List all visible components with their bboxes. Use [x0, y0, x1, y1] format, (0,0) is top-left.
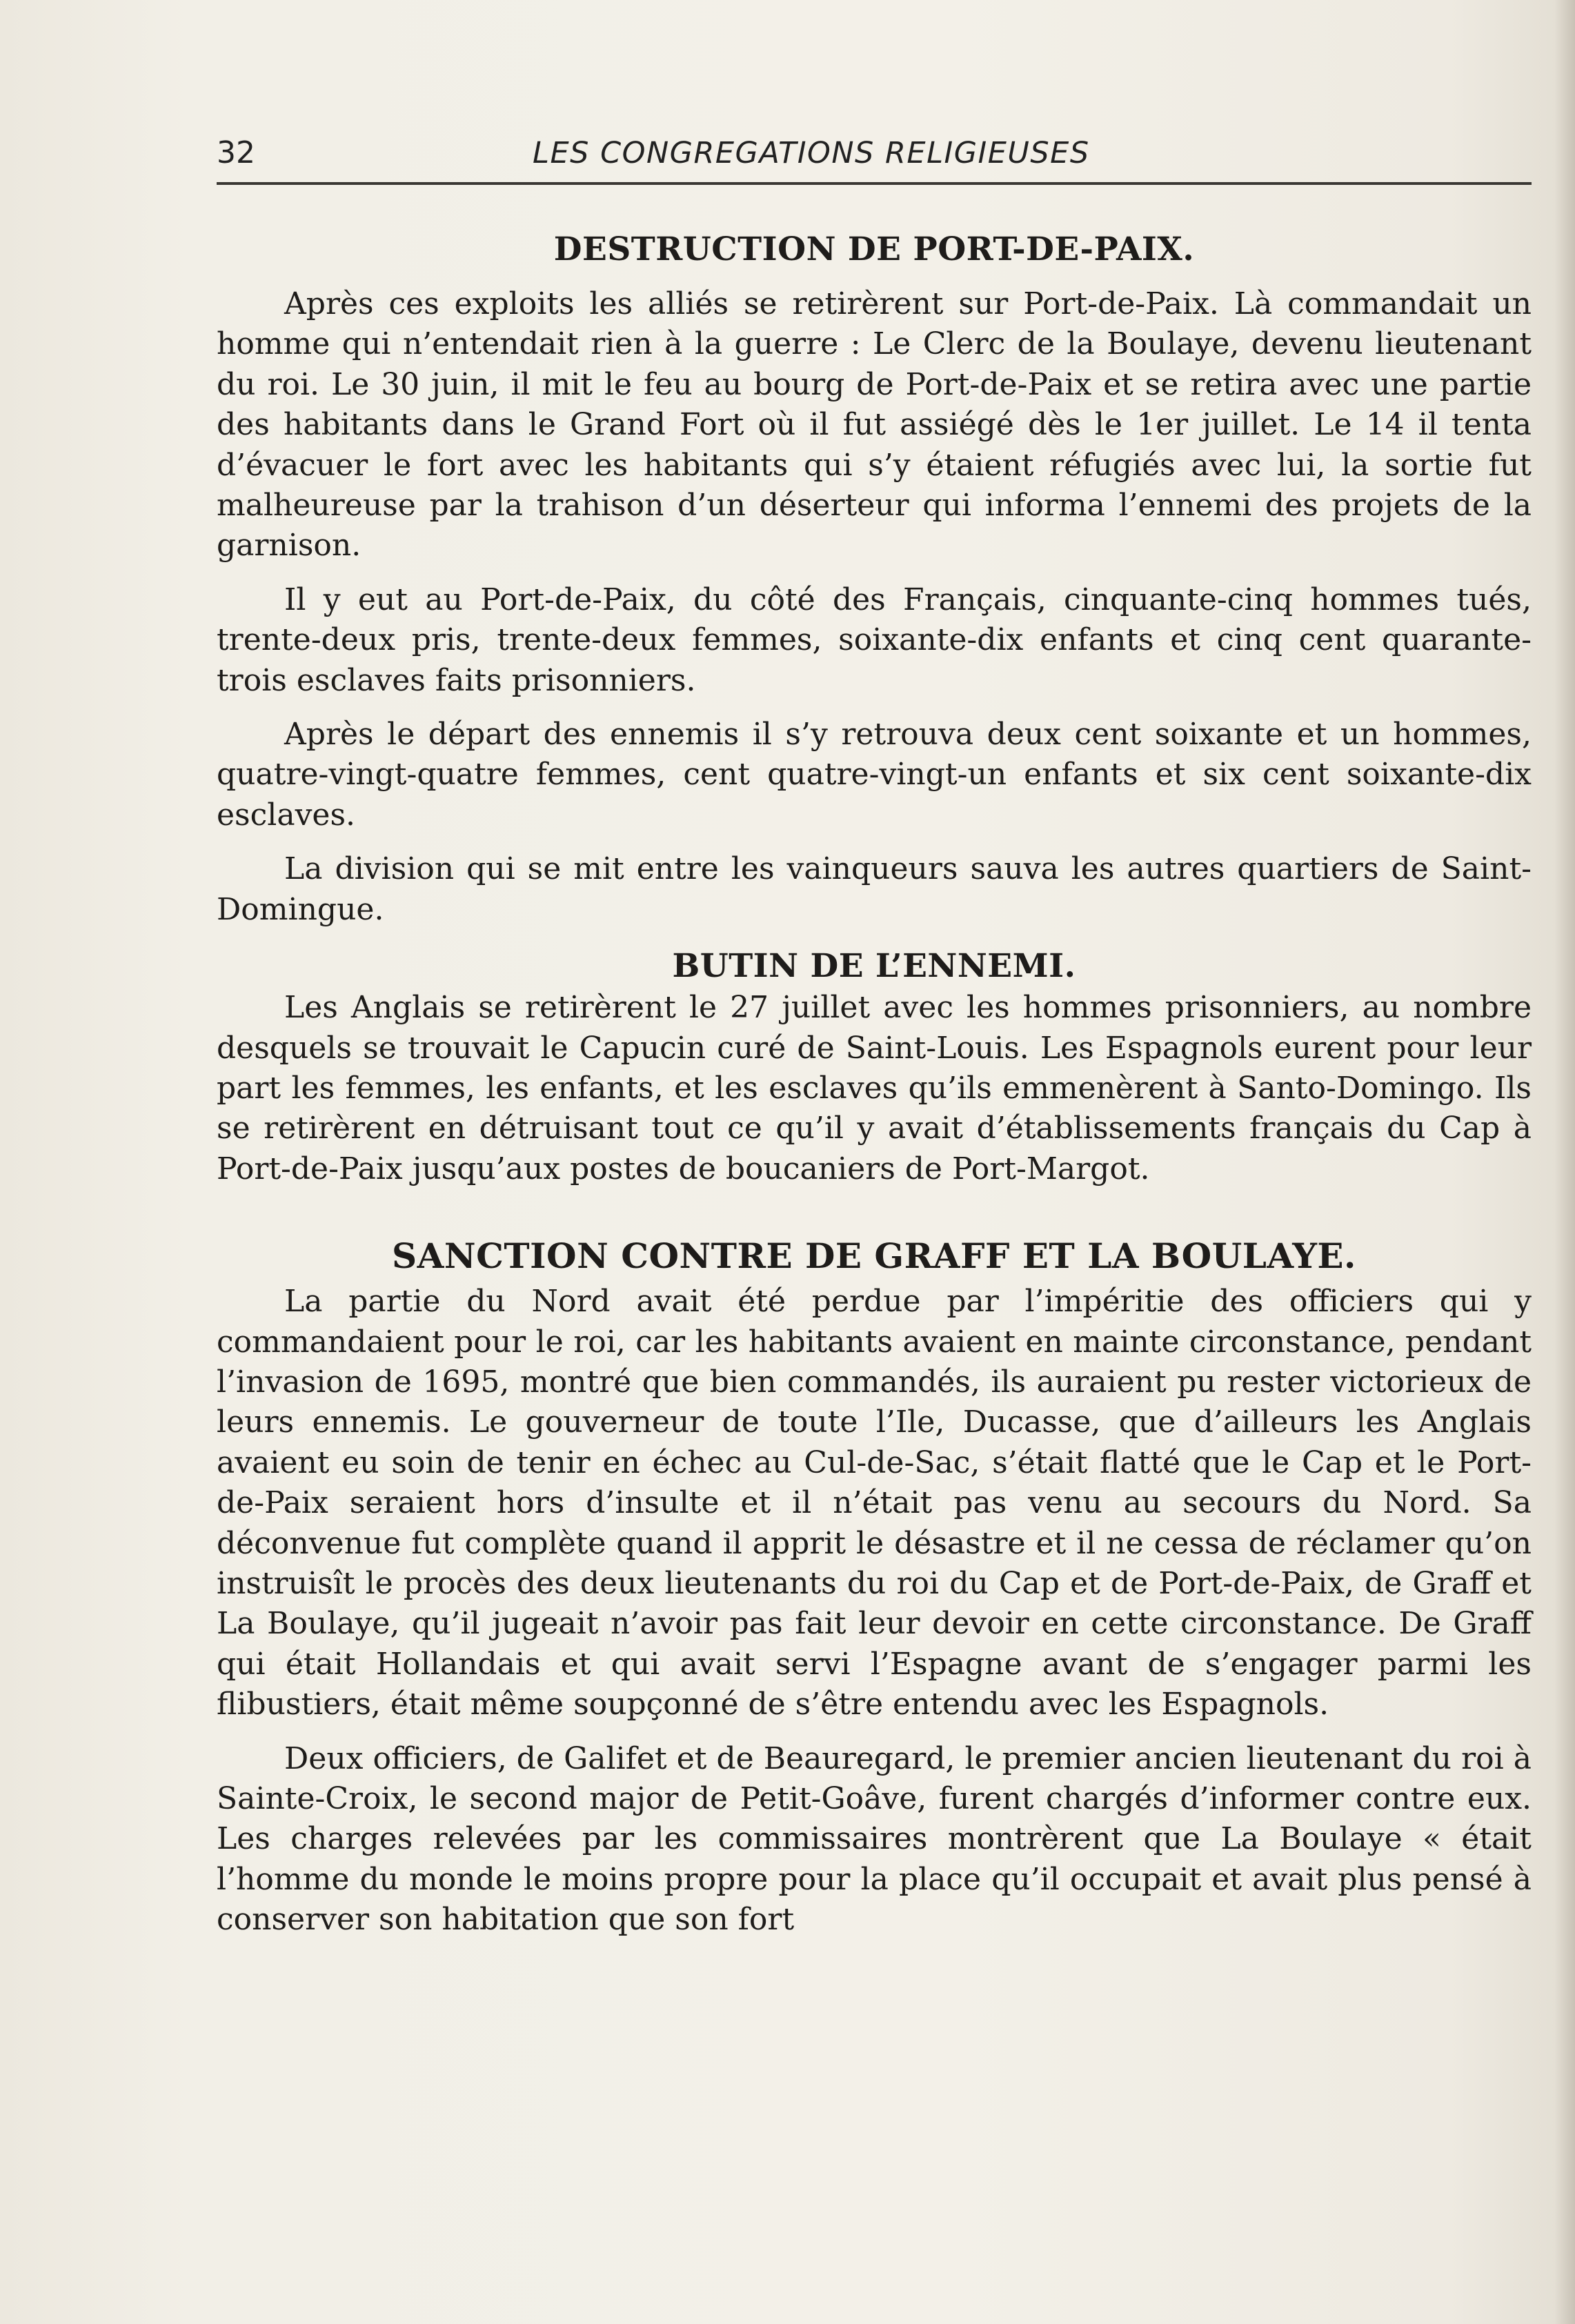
- header-rule: [217, 182, 1532, 185]
- section-heading-destruction: DESTRUCTION DE PORT-DE-PAIX.: [553, 230, 1195, 268]
- page-number: 32: [217, 135, 255, 170]
- paragraph: Après le départ des ennemis il s’y retrouva deux cent soixante et un hommes, quatre-vingt-quatre femmes, cent quatre-vingt-un enfants et six cent soixante-dix esclaves.: [217, 717, 1532, 833]
- paragraph: La division qui se mit entre les vainqueurs sauva les autres quartiers de Saint-Domingue.: [217, 851, 1532, 927]
- section-heading-sanction: SANCTION CONTRE DE GRAFF ET LA BOULAYE.: [392, 1235, 1356, 1277]
- running-title: LES CONGREGATIONS RELIGIEUSES: [533, 136, 1090, 170]
- page-edge-shadow: [1554, 0, 1575, 2324]
- paragraph: Après ces exploits les alliés se retirèrent sur Port-de-Paix. Là commandait un homme qui n’entendait rien à la guerre : Le Clerc de la Boulaye, devenu lieutenant du roi. Le 30 juin, il mit le feu au bourg de Port-de-Paix et se retira avec une partie des habitants dans le Grand Fort où il fut assiégé dès le 1er juillet. Le 14 il tenta d’évacuer le fort avec les habitants qui s’y étaient réfugiés avec lui, la sortie fut malheureuse par la trahison d’un déserteur qui informa l’ennemi des projets de la garnison.: [217, 286, 1532, 564]
- paragraph: Les Anglais se retirèrent le 27 juillet avec les hommes prisonniers, au nombre desquels se trouvait le Capucin curé de Saint-Louis. Les Espagnols eurent pour leur part les femmes, les enfants, et les esclaves qu’ils emmenèrent à Santo-Domingo. Ils se retirèrent en détruisant tout ce qu’il y avait d’établissements français du Cap à Port-de-Paix jusqu’aux postes de boucaniers de Port-Margot.: [217, 990, 1532, 1186]
- paragraph: Deux officiers, de Galifet et de Beauregard, le premier ancien lieutenant du roi à Sainte-Croix, le second major de Petit-Goâve, furent chargés d’informer contre eux. Les charges relevées par les commissaires montrèrent que La Boulaye « était l’homme du monde le moins propre pour la place qu’il occupait et avait plus pensé à conserver son habitation que son fort: [217, 1740, 1532, 1938]
- page-body: [217, 225, 1532, 1954]
- paragraph: Il y eut au Port-de-Paix, du côté des Français, cinquante-cinq hommes tués, trente-deux pris, trente-deux femmes, soixante-dix enfants et cinq cent quarante-trois esclaves faits prisonniers.: [217, 582, 1532, 698]
- section-heading-butin: BUTIN DE L’ENNEMI.: [672, 947, 1076, 986]
- page-header: [217, 131, 1532, 175]
- paragraph: La partie du Nord avait été perdue par l’impéritie des officiers qui y commandaient pour le roi, car les habitants avaient en mainte circonstance, pendant l’invasion de 1695, montré que bien commandés, ils auraient pu rester victorieux de leurs ennemis. Le gouverneur de toute l’Ile, Ducasse, que d’ailleurs les Anglais avaient eu soin de tenir en échec au Cul-de-Sac, s’était flatté que le Cap et le Port-de-Paix seraient hors d’insulte et il n’était pas venu au secours du Nord. Sa déconvenue fut complète quand il apprit le désastre et il ne cessa de réclamer qu’on instruisît le procès des deux lieutenants du roi du Cap et de Port-de-Paix, de Graff et La Boulaye, qu’il jugeait n’avoir pas fait leur devoir en cette circonstance. De Graff qui était Hollandais et qui avait servi l’Espagne avant de s’engager parmi les flibustiers, était même soupçonné de s’être entendu avec les Espagnols.: [217, 1284, 1532, 1722]
